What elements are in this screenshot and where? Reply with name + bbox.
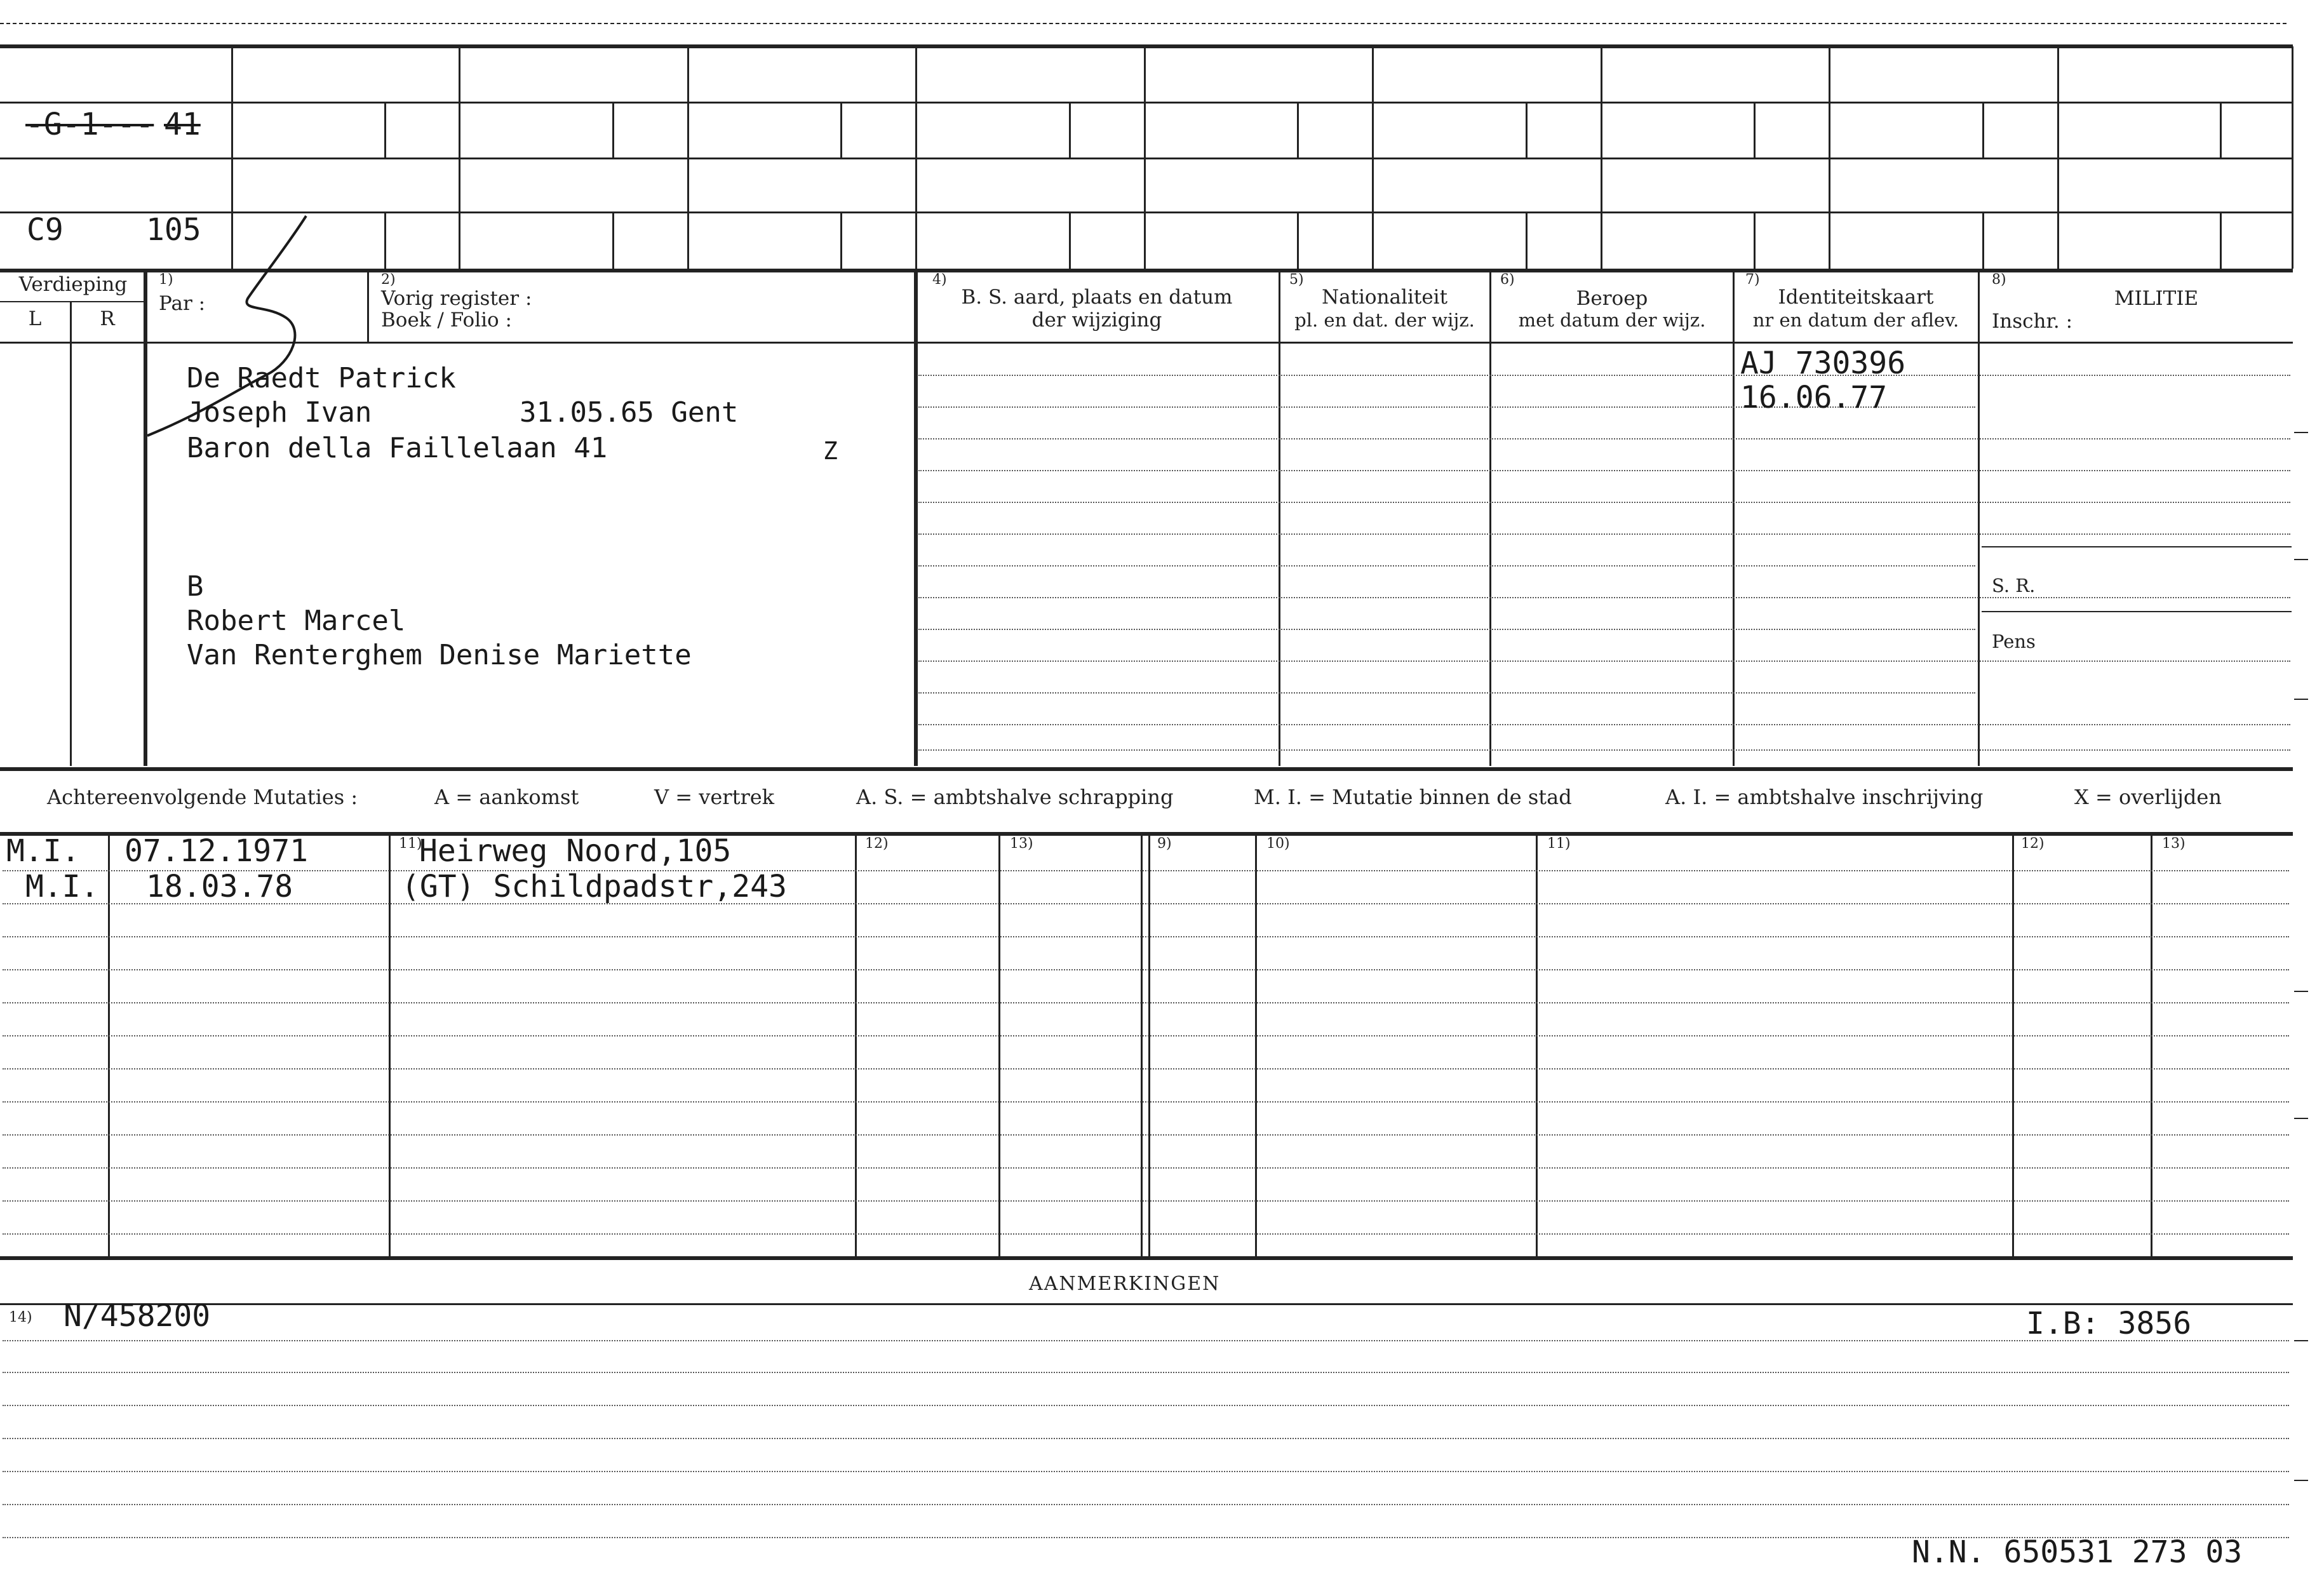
verdieping-label: Verdieping: [18, 273, 128, 296]
mutation-1-address: Heirweg Noord,105: [419, 833, 732, 869]
person-address: Baron della Faillelaan 41: [187, 432, 608, 464]
strip-minor-vline: [2220, 102, 2222, 158]
col4-number: 4): [932, 272, 947, 288]
mut-col12-number: 12): [865, 836, 889, 852]
ruled-line: [918, 629, 1975, 630]
mut-col11b-number: 11): [1547, 836, 1571, 852]
mut-ruled-line: [3, 936, 2289, 937]
remarks-ruled-line: [3, 1405, 2289, 1406]
id-header-line2: nr en datum der aflev.: [1752, 309, 1959, 331]
bs-header-line1: B. S. aard, plaats en datum: [961, 286, 1233, 309]
top-strip-row-line-1: [0, 102, 2293, 104]
col8-number: 8): [1992, 272, 2006, 288]
beroep-header-line2: met datum der wijz.: [1518, 309, 1706, 331]
edge-tick: [2294, 991, 2308, 992]
mut-ruled-line: [3, 1101, 2289, 1103]
strip-vline: [1144, 46, 1146, 269]
par-right-border: [367, 269, 369, 342]
remarks-ruled-line: [3, 1372, 2289, 1373]
mut-vline: [1255, 834, 1257, 1256]
militie-line: [1982, 546, 2292, 547]
id-right-border: [1978, 269, 1980, 766]
person-right-border: [914, 269, 918, 766]
verdieping-split-line: [0, 301, 145, 302]
edge-tick: [2294, 1480, 2308, 1481]
strip-vline: [1372, 46, 1374, 269]
nat-header-line2: pl. en dat. der wijz.: [1294, 309, 1475, 331]
strip-code-row2-b: 105: [146, 212, 201, 248]
militie-label: MILITIE: [2114, 287, 2199, 310]
col5-number: 5): [1289, 272, 1304, 288]
edge-tick: [2294, 432, 2308, 433]
legend-v: V = vertrek: [654, 785, 775, 809]
beroep-right-border: [1733, 269, 1735, 766]
mut-ruled-line: [3, 1035, 2289, 1036]
strip-minor-vline: [1754, 211, 1756, 269]
remarks-top-line: [0, 1303, 2293, 1305]
mut-vline: [1148, 834, 1150, 1256]
ruled-line: [918, 502, 2290, 503]
lr-divider: [70, 301, 72, 766]
top-strip-border-top: [0, 44, 2293, 48]
militie-line: [1982, 611, 2292, 612]
strip-minor-vline: [1982, 102, 1984, 158]
mutation-2-date: 18.03.78: [146, 869, 293, 904]
legend-as: A. S. = ambtshalve schrapping: [856, 785, 1174, 809]
edge-tick: [2294, 1340, 2308, 1341]
ruled-line: [918, 438, 2290, 439]
strip-minor-vline: [384, 102, 386, 158]
national-number: N.N. 650531 273 03: [1912, 1534, 2243, 1570]
mut-col9-number: 9): [1157, 836, 1172, 852]
header-bottom-line: [0, 342, 2293, 344]
strip-vline: [915, 46, 917, 269]
strip-minor-vline: [612, 211, 614, 269]
ruled-line: [918, 724, 2290, 725]
mut-vline: [108, 834, 110, 1256]
boek-folio-label: Boek / Folio :: [381, 309, 512, 332]
nat-header-line1: Nationaliteit: [1321, 286, 1448, 309]
inschr-label: Inschr. :: [1992, 310, 2073, 333]
remarks-col-number: 14): [9, 1310, 32, 1325]
strip-minor-vline: [840, 211, 842, 269]
mut-ruled-line: [3, 969, 2289, 970]
strip-vline: [459, 46, 460, 269]
legend-ai: A. I. = ambtshalve inschrijving: [1665, 785, 1984, 809]
floor-l-label: L: [28, 307, 42, 330]
legend-mi: M. I. = Mutatie binnen de stad: [1254, 785, 1572, 809]
mutation-1-type: M.I.: [6, 833, 80, 869]
mut-col11-number: 11): [399, 836, 422, 852]
strip-minor-vline: [1526, 102, 1528, 158]
legend-x: X = overlijden: [2074, 785, 2222, 809]
ruled-line: [918, 692, 1975, 694]
mutation-2-type: M.I.: [25, 869, 99, 904]
person-block-bottom: [0, 767, 2293, 771]
id-card-number: AJ 730396: [1740, 345, 1906, 381]
mut-ruled-line: [3, 1167, 2289, 1169]
mut-vline: [998, 834, 1000, 1256]
mut-ruled-line: [3, 1134, 2289, 1136]
col1-number: 1): [159, 272, 173, 288]
mut-col12b-number: 12): [2021, 836, 2045, 852]
strip-minor-vline: [612, 102, 614, 158]
person-name: De Raedt Patrick: [187, 362, 456, 394]
mut-vline: [1141, 834, 1143, 1256]
top-strip-row-line-2: [0, 158, 2293, 159]
strip-vline: [1829, 46, 1830, 269]
strip-minor-vline: [1069, 211, 1071, 269]
ruled-line: [918, 533, 2290, 535]
remarks-ruled-line: [3, 1340, 2289, 1341]
strip-minor-vline: [1069, 102, 1071, 158]
mut-ruled-line: [3, 1200, 2289, 1202]
remarks-ruled-line: [3, 1504, 2289, 1505]
top-strip-border-bottom: [0, 269, 2293, 272]
mut-col10-number: 10): [1266, 836, 1290, 852]
strip-minor-vline: [1297, 211, 1299, 269]
ruled-line: [918, 375, 2290, 376]
remarks-ib: I.B: 3856: [2026, 1306, 2192, 1341]
mut-vline: [2012, 834, 2014, 1256]
col2-number: 2): [381, 272, 396, 288]
strip-minor-vline: [1982, 211, 1984, 269]
id-header-line1: Identiteitskaart: [1778, 286, 1934, 309]
floor-r-label: R: [100, 307, 115, 330]
mut-vline: [1536, 834, 1538, 1256]
nat-right-border: [1489, 269, 1491, 766]
strip-vline: [687, 46, 689, 269]
strip-vline: [2057, 46, 2059, 269]
ruled-line: [918, 565, 1975, 567]
top-strip-row-line-3: [0, 211, 2293, 213]
beroep-header-line1: Beroep: [1576, 287, 1648, 310]
top-edge-line: [0, 23, 2286, 24]
mut-ruled-line: [3, 903, 2289, 904]
strip-vline: [2292, 46, 2293, 269]
mut-col13-number: 13): [1010, 836, 1033, 852]
id-card-date: 16.06.77: [1740, 380, 1888, 415]
edge-tick: [2294, 1118, 2308, 1119]
mutation-1-date: 07.12.1971: [124, 833, 308, 869]
bs-right-border: [1279, 269, 1280, 766]
pen-stroke-drawing: [140, 210, 318, 451]
legend-a: A = aankomst: [434, 785, 579, 809]
remarks-ruled-line: [3, 1438, 2289, 1439]
mut-ruled-line: [3, 1002, 2289, 1003]
person-father: Robert Marcel: [187, 605, 406, 637]
strip-minor-vline: [1297, 102, 1299, 158]
bs-header-line2: der wijziging: [1031, 309, 1162, 332]
strip-code-row1-a: -G-1---: [25, 107, 154, 142]
edge-tick: [2294, 699, 2308, 700]
remarks-ruled-line: [3, 1471, 2289, 1472]
ruled-line: [918, 470, 2290, 471]
edge-tick: [2294, 559, 2308, 560]
remarks-ref: N/458200: [64, 1298, 211, 1334]
vorig-register-label: Vorig register :: [381, 287, 532, 310]
strip-minor-vline: [1526, 211, 1528, 269]
mutation-2-address: (GT) Schildpadstr,243: [401, 869, 787, 904]
strip-minor-vline: [384, 211, 386, 269]
strip-minor-vline: [2220, 211, 2222, 269]
person-given-names: Joseph Ivan: [187, 396, 372, 429]
strip-minor-vline: [1754, 102, 1756, 158]
strip-code-row1-b: 41: [164, 107, 201, 142]
mutations-bottom-line: [0, 1256, 2293, 1260]
mut-col13b-number: 13): [2162, 836, 2186, 852]
ruled-line: [918, 749, 2290, 751]
person-marker: Z: [823, 437, 838, 465]
par-label: Par :: [159, 292, 206, 315]
pens-label: Pens: [1992, 631, 2036, 652]
person-b-label: B: [187, 570, 204, 603]
person-mother: Van Renterghem Denise Mariette: [187, 639, 692, 671]
mut-vline: [855, 834, 857, 1256]
sr-label: S. R.: [1992, 575, 2036, 596]
strip-minor-vline: [840, 102, 842, 158]
mut-ruled-line: [3, 870, 2289, 871]
mutations-top-line: [0, 832, 2293, 836]
ruled-line: [918, 661, 2290, 662]
strip-code-row2-a: C9: [27, 212, 64, 248]
remarks-title: AANMERKINGEN: [1029, 1273, 1221, 1295]
strip-vline: [1601, 46, 1602, 269]
mut-vline: [389, 834, 391, 1256]
person-birth: 31.05.65 Gent: [520, 396, 739, 429]
col7-number: 7): [1745, 272, 1760, 288]
col6-number: 6): [1500, 272, 1515, 288]
ruled-line: [918, 597, 2290, 598]
mutations-title: Achtereenvolgende Mutaties :: [47, 785, 358, 809]
mut-ruled-line: [3, 1068, 2289, 1070]
mut-ruled-line: [3, 1233, 2289, 1235]
mut-vline: [2151, 834, 2152, 1256]
